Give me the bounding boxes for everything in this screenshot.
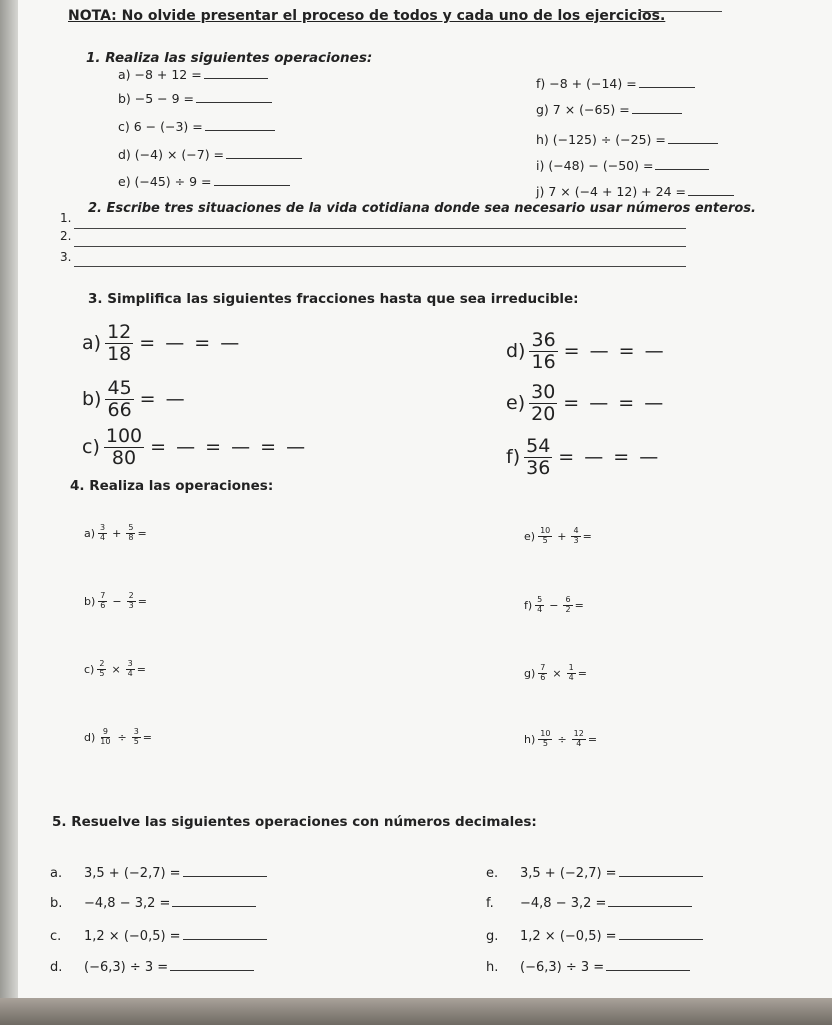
s1-right-i (536, 158, 709, 173)
s4-den-2: 3 (573, 535, 579, 545)
s1-right-g-text: g) 7 × (−65) = (536, 102, 630, 117)
s4-equals: = (577, 666, 587, 680)
s4-num-2: 3 (133, 727, 139, 736)
s5-c-expr: 1,2 × (−0,5) = (84, 929, 181, 944)
s4-den-2: 3 (128, 600, 134, 610)
s4-label: a) (84, 526, 96, 540)
s5-b-label: b. (50, 896, 63, 911)
s1-right-h (536, 132, 718, 147)
s4-operator: ÷ (117, 730, 127, 744)
s4-operator: + (557, 529, 567, 543)
s4-item-b (84, 592, 147, 611)
s4-label: f) (524, 598, 533, 612)
s4-fraction-2 (567, 664, 576, 683)
s4-num-2: 1 (568, 663, 574, 672)
s3-b-label: b) (82, 388, 102, 411)
s4-operator: ÷ (557, 732, 567, 746)
s3-item-c (82, 426, 307, 469)
s4-den-2: 5 (133, 736, 139, 746)
s4-equals: = (142, 730, 152, 744)
s4-den-1: 5 (542, 535, 548, 545)
s4-item-f (524, 596, 584, 615)
s4-fraction-2 (126, 524, 135, 543)
s4-num-2: 5 (128, 523, 134, 532)
s4-fraction-2 (572, 730, 586, 749)
s4-num-1: 2 (99, 659, 105, 668)
s4-den-1: 5 (542, 738, 548, 748)
s5-item-a (50, 866, 267, 881)
s4-item-a (84, 524, 147, 543)
s4-fraction-1 (535, 596, 544, 615)
s4-fraction-1 (538, 730, 552, 749)
s3-f-num: 54 (526, 435, 551, 457)
s5-e-label: e. (486, 866, 499, 881)
section3-heading: 3. Simplifica las siguientes fracciones hasta que sea irreducible: (88, 291, 579, 307)
s4-item-g (524, 664, 587, 683)
s5-b-expr: −4,8 − 3,2 = (84, 896, 171, 911)
s4-item-d (84, 728, 152, 747)
s1-left-e (118, 174, 290, 189)
s4-fraction-1 (97, 660, 106, 679)
s1-left-c (118, 119, 275, 134)
page-left-edge (0, 0, 18, 1025)
s1-left-d (118, 147, 302, 162)
s1-left-b-text: b) −5 − 9 = (118, 91, 195, 106)
s1-right-j-text: j) 7 × (−4 + 12) + 24 = (536, 184, 686, 199)
s1-right-f-text: f) −8 + (−14) = (536, 76, 637, 91)
s1-right-f (536, 76, 695, 91)
s4-den-2: 2 (565, 604, 571, 614)
s3-e-rest: = — = — (563, 392, 666, 415)
s2-item-3: 3. (60, 250, 72, 264)
s3-a-num: 12 (107, 321, 132, 343)
s4-fraction-2 (132, 728, 141, 747)
s4-num-1: 3 (100, 523, 106, 532)
s4-operator: × (111, 662, 121, 676)
s1-right-g (536, 102, 682, 117)
s4-fraction-1 (98, 728, 112, 747)
s4-den-1: 10 (100, 736, 111, 746)
s5-item-d (50, 960, 254, 975)
section1-heading: 1. Realiza las siguientes operaciones: (86, 50, 373, 66)
s1-left-c-text: c) 6 − (−3) = (118, 119, 203, 134)
s4-item-e (524, 527, 592, 546)
s4-den-2: 4 (127, 668, 133, 678)
s5-item-b (50, 896, 256, 911)
s4-fraction-1 (98, 592, 107, 611)
s4-fraction-1 (98, 524, 107, 543)
s3-a-label: a) (82, 332, 102, 355)
s5-item-c (50, 929, 267, 944)
s4-label: g) (524, 666, 536, 680)
s2-item-1: 1. (60, 211, 72, 225)
s3-b-rest: = — (139, 388, 187, 411)
s2-line-3 (74, 266, 686, 267)
section2-heading: 2. Escribe tres situaciones de la vida cotidiana donde sea necesario usar números enteros. (88, 201, 756, 216)
s4-num-1: 5 (537, 595, 543, 604)
s4-operator: × (552, 666, 562, 680)
s4-equals: = (137, 594, 147, 608)
s3-e-num: 30 (531, 381, 556, 403)
desk-surface (0, 998, 832, 1025)
s3-c-den: 80 (111, 446, 137, 469)
s2-line-2 (74, 246, 686, 247)
s5-a-expr: 3,5 + (−2,7) = (84, 866, 181, 881)
s1-left-a-text: a) −8 + 12 = (118, 67, 202, 82)
s1-right-i-text: i) (−48) − (−50) = (536, 158, 654, 173)
s4-num-1: 10 (540, 526, 551, 535)
s3-c-rest: = — = — = — (150, 436, 308, 459)
s3-item-b (82, 378, 187, 421)
s3-d-num: 36 (531, 329, 556, 351)
s5-h-expr: (−6,3) ÷ 3 = (520, 960, 605, 975)
s3-e-label: e) (506, 392, 526, 415)
s4-den-1: 4 (537, 604, 543, 614)
s4-num-2: 4 (573, 526, 579, 535)
s4-label: c) (84, 662, 95, 676)
s5-item-g (486, 929, 703, 944)
s3-d-den: 16 (531, 350, 556, 373)
s5-c-label: c. (50, 929, 62, 944)
s4-equals: = (137, 526, 147, 540)
s5-f-expr: −4,8 − 3,2 = (520, 896, 607, 911)
s1-left-b (118, 91, 272, 106)
s3-d-label: d) (506, 340, 526, 363)
s5-item-f (486, 896, 692, 911)
s1-right-h-text: h) (−125) ÷ (−25) = (536, 132, 666, 147)
s2-item-2: 2. (60, 229, 72, 243)
s4-label: h) (524, 732, 536, 746)
s4-num-2: 12 (573, 729, 584, 738)
s5-f-label: f. (486, 896, 494, 911)
s5-g-label: g. (486, 929, 499, 944)
s3-item-d (506, 330, 666, 373)
s4-equals: = (574, 598, 584, 612)
s3-e-den: 20 (531, 402, 556, 425)
s4-den-2: 4 (568, 672, 574, 682)
s5-a-label: a. (50, 866, 63, 881)
s4-den-2: 4 (576, 738, 582, 748)
s4-fraction-2 (126, 660, 135, 679)
s1-left-d-text: d) (−4) × (−7) = (118, 147, 225, 162)
s5-d-label: d. (50, 960, 63, 975)
s4-fraction-1 (538, 527, 552, 546)
s4-operator: − (112, 594, 122, 608)
s3-a-rest: = — = — (139, 332, 242, 355)
s3-b-num: 45 (107, 377, 132, 399)
s4-equals: = (136, 662, 146, 676)
s1-left-e-text: e) (−45) ÷ 9 = (118, 174, 212, 189)
s4-label: b) (84, 594, 96, 608)
s3-item-f (506, 436, 660, 479)
s4-label: d) (84, 730, 96, 744)
s3-b-den: 66 (107, 398, 132, 421)
section5-heading: 5. Resuelve las siguientes operaciones con números decimales: (52, 814, 537, 830)
note-text: NOTA: No olvide presentar el proceso de todos y cada uno de los ejercicios. (68, 8, 666, 24)
s3-c-num: 100 (105, 425, 143, 447)
s4-den-1: 4 (100, 532, 106, 542)
s4-num-2: 6 (565, 595, 571, 604)
s4-label: e) (524, 529, 536, 543)
s3-c-label: c) (82, 436, 100, 459)
s4-num-1: 9 (102, 727, 108, 736)
s4-fraction-2 (563, 596, 572, 615)
s5-g-expr: 1,2 × (−0,5) = (520, 929, 617, 944)
s5-item-e (486, 866, 703, 881)
s4-operator: − (549, 598, 559, 612)
s4-fraction-2 (127, 592, 136, 611)
s4-num-1: 7 (100, 591, 106, 600)
s4-item-c (84, 660, 146, 679)
s3-f-den: 36 (526, 456, 551, 479)
s3-f-rest: = — = — (558, 446, 661, 469)
s5-e-expr: 3,5 + (−2,7) = (520, 866, 617, 881)
s2-line-1 (74, 228, 686, 229)
s4-fraction-1 (538, 664, 547, 683)
s3-f-label: f) (506, 446, 521, 469)
s3-d-rest: = — = — (563, 340, 666, 363)
s4-num-2: 2 (128, 591, 134, 600)
s3-item-e (506, 382, 665, 425)
s4-num-1: 10 (540, 729, 551, 738)
s4-item-h (524, 730, 597, 749)
s4-equals: = (587, 732, 598, 746)
s4-den-1: 6 (100, 600, 106, 610)
s4-den-1: 5 (99, 668, 105, 678)
s5-item-h (486, 960, 690, 975)
s5-d-expr: (−6,3) ÷ 3 = (84, 960, 169, 975)
section4-heading: 4. Realiza las operaciones: (70, 478, 274, 494)
s4-den-1: 6 (540, 672, 546, 682)
s4-num-2: 3 (127, 659, 133, 668)
s3-item-a (82, 322, 241, 365)
s4-operator: + (112, 526, 122, 540)
s4-num-1: 7 (540, 663, 546, 672)
s1-right-j (536, 184, 734, 199)
s4-den-2: 8 (128, 532, 134, 542)
s3-a-den: 18 (107, 342, 132, 365)
s1-left-a (118, 67, 268, 82)
s4-fraction-2 (571, 527, 580, 546)
s4-equals: = (582, 529, 592, 543)
s5-h-label: h. (486, 960, 499, 975)
